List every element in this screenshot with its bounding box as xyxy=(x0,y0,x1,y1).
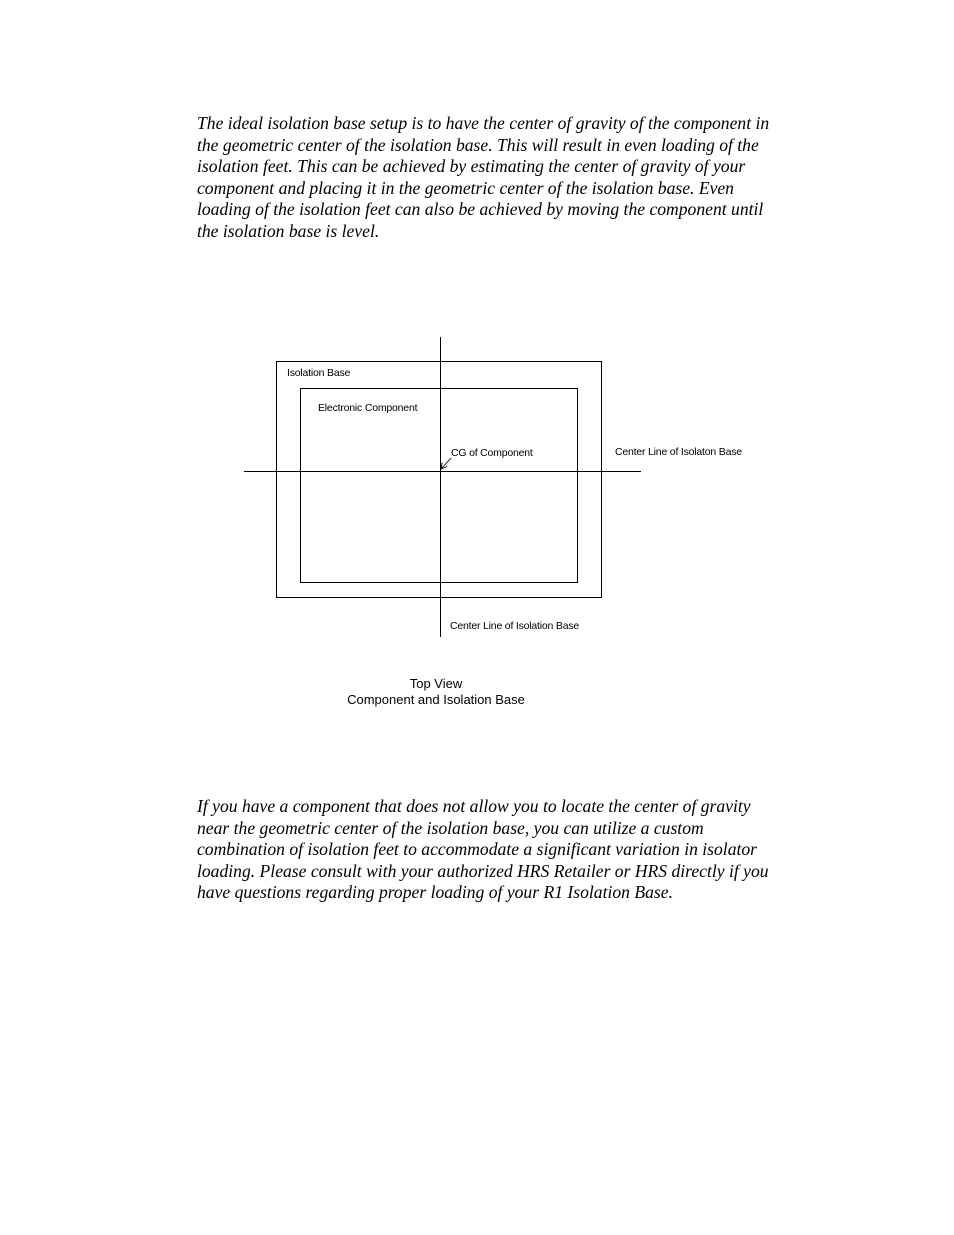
isolation-base-outline xyxy=(277,362,602,598)
cg-label: CG of Component xyxy=(451,447,533,459)
diagram-caption-subtitle: Component and Isolation Base xyxy=(347,692,525,707)
closing-paragraph: If you have a component that does not allow you to locate the center of gravity near the geometric center of the isolation base, you can utilize a custom combination of isolation feet to accommodate a significant variation in isolator loading. Please consult with your authorized HRS Retailer or HRS directly if you have questions regarding proper loading of your R1 Isolation Base. xyxy=(197,796,769,902)
component-outline xyxy=(301,389,578,583)
cg-pointer-arrow xyxy=(441,458,451,469)
component-label: Electronic Component xyxy=(318,402,418,414)
horizontal-centerline-label: Center Line of Isolaton Base xyxy=(615,446,742,458)
diagram-caption-title: Top View xyxy=(409,676,463,691)
vertical-centerline-label: Center Line of Isolation Base xyxy=(450,620,580,632)
isolation-base-label: Isolation Base xyxy=(287,367,351,379)
intro-paragraph: The ideal isolation base setup is to have the center of gravity of the component in the geometric center of the isolation base. This will result in even loading of the isolation feet. This can be achieved by estimating the center of gravity of your component and placing it in the geometric center of the isolation base. Even loading of the isolation feet can also be achieved by moving the component until the isolation base is level. xyxy=(197,113,770,241)
